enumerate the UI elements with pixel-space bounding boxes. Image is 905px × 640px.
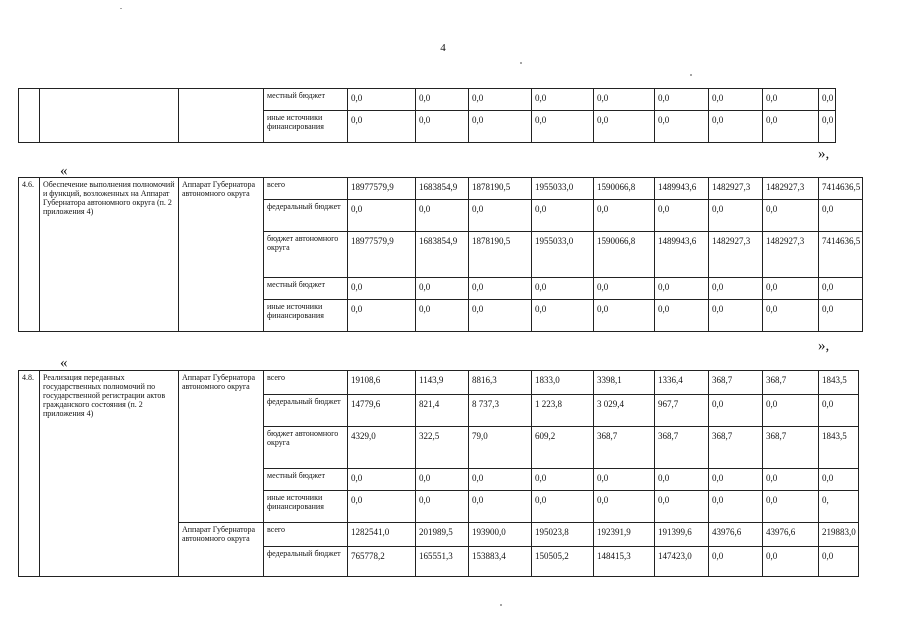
funding-source-cell: бюджет автономного округа — [264, 232, 348, 278]
value-cell: 153883,4 — [469, 547, 532, 577]
value-cell: 1878190,5 — [469, 178, 532, 200]
funding-source-cell: бюджет автономного округа — [264, 427, 348, 469]
table-row — [19, 371, 859, 395]
table-row — [19, 178, 863, 200]
value-cell: 0,0 — [532, 111, 594, 143]
value-cell: 0,0 — [469, 491, 532, 523]
value-cell: 1489943,6 — [655, 232, 709, 278]
value-cell: 147423,0 — [655, 547, 709, 577]
value-cell: 1482927,3 — [709, 232, 763, 278]
value-cell: 821,4 — [416, 395, 469, 427]
value-cell: 8 737,3 — [469, 395, 532, 427]
value-cell: 3 029,4 — [594, 395, 655, 427]
scan-speck — [520, 62, 522, 64]
value-cell: 0,0 — [655, 491, 709, 523]
number-cell: 4.6. — [19, 178, 40, 332]
value-cell: 0,0 — [469, 89, 532, 111]
value-cell: 0,0 — [594, 469, 655, 491]
value-cell: 0,0 — [819, 89, 836, 111]
value-cell: 1482927,3 — [709, 178, 763, 200]
value-cell: 0, — [819, 491, 859, 523]
value-cell: 0,0 — [763, 491, 819, 523]
value-cell: 1 223,8 — [532, 395, 594, 427]
page-number: 4 — [440, 42, 446, 54]
value-cell: 0,0 — [763, 547, 819, 577]
value-cell: 0,0 — [594, 89, 655, 111]
executor-cell: Аппарат Губернатора автономного округа — [179, 371, 264, 523]
value-cell: 0,0 — [709, 395, 763, 427]
funding-source-cell: федеральный бюджет — [264, 200, 348, 232]
value-cell: 0,0 — [655, 111, 709, 143]
value-cell: 0,0 — [348, 278, 416, 300]
value-cell: 0,0 — [469, 469, 532, 491]
value-cell: 0,0 — [532, 491, 594, 523]
value-cell: 0,0 — [416, 300, 469, 332]
value-cell: 165551,3 — [416, 547, 469, 577]
funding-source-cell: иные источники финансирования — [264, 300, 348, 332]
value-cell: 191399,6 — [655, 523, 709, 547]
number-cell: 4.8. — [19, 371, 40, 577]
value-cell: 201989,5 — [416, 523, 469, 547]
value-cell: 1482927,3 — [763, 178, 819, 200]
value-cell: 0,0 — [469, 200, 532, 232]
executor-cell: Аппарат Губернатора автономного округа — [179, 523, 264, 577]
title-cell: Обеспечение выполнения полномочий и функций, возложенных на Аппарат Губернатора автономного округа (п. 2 приложения 4) — [40, 178, 179, 332]
value-cell: 0,0 — [709, 547, 763, 577]
executor-cell — [179, 89, 264, 143]
value-cell: 368,7 — [594, 427, 655, 469]
value-cell: 79,0 — [469, 427, 532, 469]
value-cell: 18977579,9 — [348, 232, 416, 278]
value-cell: 0,0 — [763, 111, 819, 143]
value-cell: 0,0 — [763, 469, 819, 491]
value-cell: 0,0 — [532, 200, 594, 232]
value-cell: 192391,9 — [594, 523, 655, 547]
opening-quote: « — [60, 355, 68, 371]
value-cell: 1590066,8 — [594, 232, 655, 278]
value-cell: 0,0 — [655, 469, 709, 491]
value-cell: 1955033,0 — [532, 232, 594, 278]
value-cell: 0,0 — [469, 111, 532, 143]
value-cell: 0,0 — [819, 300, 863, 332]
value-cell: 150505,2 — [532, 547, 594, 577]
value-cell: 0,0 — [594, 278, 655, 300]
value-cell: 19108,6 — [348, 371, 416, 395]
value-cell: 1955033,0 — [532, 178, 594, 200]
title-cell — [40, 89, 179, 143]
value-cell: 1878190,5 — [469, 232, 532, 278]
value-cell: 3398,1 — [594, 371, 655, 395]
value-cell: 43976,6 — [709, 523, 763, 547]
value-cell: 0,0 — [348, 200, 416, 232]
value-cell: 0,0 — [763, 200, 819, 232]
value-cell: 0,0 — [416, 200, 469, 232]
value-cell: 0,0 — [416, 278, 469, 300]
value-cell: 0,0 — [819, 200, 863, 232]
value-cell: 0,0 — [763, 278, 819, 300]
value-cell: 0,0 — [763, 395, 819, 427]
scan-speck — [690, 74, 692, 76]
value-cell: 322,5 — [416, 427, 469, 469]
value-cell: 0,0 — [594, 300, 655, 332]
closing-quote: », — [818, 338, 830, 354]
title-cell: Реализация переданных государственных полномочий по государственной регистрации актов гражданского состояния (п. 2 приложения 4) — [40, 371, 179, 577]
value-cell: 0,0 — [819, 395, 859, 427]
value-cell: 0,0 — [532, 89, 594, 111]
funding-source-cell: федеральный бюджет — [264, 547, 348, 577]
value-cell: 0,0 — [348, 111, 416, 143]
value-cell: 967,7 — [655, 395, 709, 427]
value-cell: 0,0 — [348, 469, 416, 491]
value-cell: 0,0 — [469, 300, 532, 332]
table-row — [19, 89, 836, 111]
value-cell: 0,0 — [709, 200, 763, 232]
value-cell: 1282541,0 — [348, 523, 416, 547]
value-cell: 765778,2 — [348, 547, 416, 577]
value-cell: 0,0 — [709, 278, 763, 300]
value-cell: 1683854,9 — [416, 178, 469, 200]
value-cell: 0,0 — [532, 469, 594, 491]
value-cell: 0,0 — [819, 547, 859, 577]
funding-source-cell: всего — [264, 371, 348, 395]
value-cell: 1590066,8 — [594, 178, 655, 200]
value-cell: 0,0 — [348, 89, 416, 111]
value-cell: 0,0 — [469, 278, 532, 300]
value-cell: 14779,6 — [348, 395, 416, 427]
value-cell: 1143,9 — [416, 371, 469, 395]
value-cell: 0,0 — [655, 278, 709, 300]
funding-source-cell: местный бюджет — [264, 469, 348, 491]
value-cell: 43976,6 — [763, 523, 819, 547]
value-cell: 0,0 — [819, 278, 863, 300]
value-cell: 0,0 — [709, 469, 763, 491]
value-cell: 0,0 — [416, 469, 469, 491]
item-4-6-table — [18, 177, 863, 332]
opening-quote: « — [60, 163, 68, 179]
value-cell: 368,7 — [709, 427, 763, 469]
funding-source-cell: всего — [264, 523, 348, 547]
value-cell: 368,7 — [655, 427, 709, 469]
value-cell: 0,0 — [709, 491, 763, 523]
value-cell: 0,0 — [416, 111, 469, 143]
value-cell: 0,0 — [348, 491, 416, 523]
value-cell: 219883,0 — [819, 523, 859, 547]
value-cell: 0,0 — [416, 491, 469, 523]
value-cell: 0,0 — [416, 89, 469, 111]
value-cell: 195023,8 — [532, 523, 594, 547]
funding-source-cell: федеральный бюджет — [264, 395, 348, 427]
value-cell: 0,0 — [819, 469, 859, 491]
value-cell: 148415,3 — [594, 547, 655, 577]
value-cell: 368,7 — [763, 371, 819, 395]
value-cell: 0,0 — [594, 491, 655, 523]
funding-source-cell: иные источники финансирования — [264, 111, 348, 143]
value-cell: 193900,0 — [469, 523, 532, 547]
value-cell: 1336,4 — [655, 371, 709, 395]
funding-source-cell: иные источники финансирования — [264, 491, 348, 523]
value-cell: 1833,0 — [532, 371, 594, 395]
value-cell: 7414636,5 — [819, 178, 863, 200]
value-cell: 0,0 — [655, 89, 709, 111]
value-cell: 8816,3 — [469, 371, 532, 395]
value-cell: 0,0 — [709, 111, 763, 143]
value-cell: 0,0 — [763, 89, 819, 111]
value-cell: 368,7 — [709, 371, 763, 395]
value-cell: 0,0 — [532, 300, 594, 332]
scan-speck — [120, 8, 122, 9]
value-cell: 1683854,9 — [416, 232, 469, 278]
continuation-table — [18, 88, 836, 143]
funding-source-cell: местный бюджет — [264, 89, 348, 111]
value-cell: 0,0 — [709, 300, 763, 332]
value-cell: 0,0 — [655, 300, 709, 332]
value-cell: 0,0 — [348, 300, 416, 332]
executor-cell: Аппарат Губернатора автономного округа — [179, 178, 264, 332]
funding-source-cell: всего — [264, 178, 348, 200]
item-4-8-table — [18, 370, 859, 577]
value-cell: 1843,5 — [819, 371, 859, 395]
closing-quote: », — [818, 146, 830, 162]
number-cell — [19, 89, 40, 143]
value-cell: 0,0 — [819, 111, 836, 143]
value-cell: 0,0 — [709, 89, 763, 111]
value-cell: 0,0 — [594, 111, 655, 143]
value-cell: 1843,5 — [819, 427, 859, 469]
funding-source-cell: местный бюджет — [264, 278, 348, 300]
value-cell: 0,0 — [763, 300, 819, 332]
value-cell: 18977579,9 — [348, 178, 416, 200]
value-cell: 0,0 — [655, 200, 709, 232]
scan-speck — [500, 604, 502, 606]
value-cell: 1482927,3 — [763, 232, 819, 278]
value-cell: 0,0 — [594, 200, 655, 232]
value-cell: 4329,0 — [348, 427, 416, 469]
value-cell: 609,2 — [532, 427, 594, 469]
value-cell: 368,7 — [763, 427, 819, 469]
value-cell: 7414636,5 — [819, 232, 863, 278]
value-cell: 0,0 — [532, 278, 594, 300]
value-cell: 1489943,6 — [655, 178, 709, 200]
